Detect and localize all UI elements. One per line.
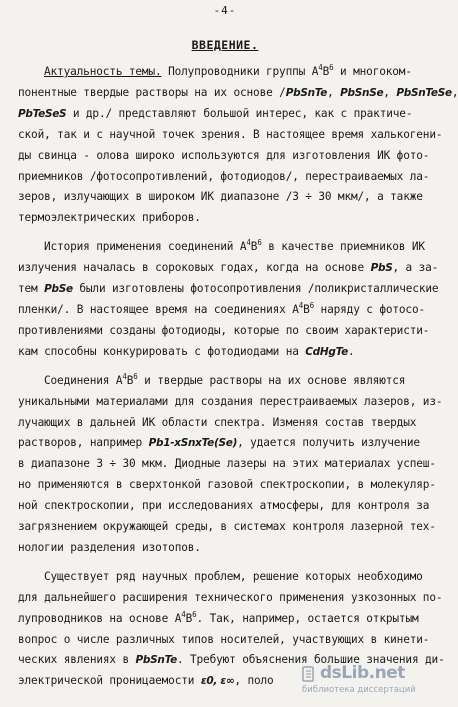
paragraph-2-line-5: противлениями созданы фотодиоды, которые по своим характеристи- xyxy=(18,323,430,337)
paragraph-gap xyxy=(18,363,436,371)
text-span: В xyxy=(126,373,134,387)
paragraph-2-line-1 xyxy=(18,237,436,258)
paragraph-1-line-3 xyxy=(18,104,436,125)
text-span: тем xyxy=(18,282,45,296)
paragraph-1-line-6: приемников /фотосопротивлений, фотодиодов/, перестраиваемых ла- xyxy=(18,169,430,183)
paragraph-2-line-4 xyxy=(18,300,436,321)
superscript: 4 xyxy=(246,238,251,248)
paragraph-4-line-1: Существует ряд научных проблем, решение которых необходимо xyxy=(44,569,423,583)
formula: PbSnSe xyxy=(340,86,384,99)
text-span: излучения началась в сороковых годах, когда на основе xyxy=(18,261,371,275)
text-span: В xyxy=(250,240,258,254)
text-span: в качестве приемников ИК xyxy=(261,240,425,254)
paragraph-1-line-5: ды свинца - олова широко используются для изготовления ИК фото- xyxy=(18,148,430,162)
paragraph-1-line-1 xyxy=(18,62,436,83)
superscript: 6 xyxy=(329,63,334,72)
paragraph-3-line-8: загрязнением окружающей среды, в системах контроля лазерной тех- xyxy=(18,520,436,534)
paragraph-1-line-7: зеров, излучающих в широком ИК диапазоне /3 ÷ 30 мкм/, а также xyxy=(18,190,423,204)
text-span: . xyxy=(347,344,355,358)
text-span: лупроводников на основе А xyxy=(18,611,182,625)
text-span: В xyxy=(185,611,193,625)
dslib-logo-icon xyxy=(302,665,316,683)
superscript: 4 xyxy=(122,371,127,381)
superscript: 6 xyxy=(257,238,262,248)
formula: PbS xyxy=(370,262,393,275)
text-span: , а за- xyxy=(392,261,439,275)
paragraph-gap xyxy=(18,559,436,567)
text-span: кам способны конкурировать с фотодиодами на xyxy=(18,344,306,358)
text-span: , удается получить излучение xyxy=(237,436,420,450)
text-span: понентные твердые растворы на их основе / xyxy=(18,85,286,99)
superscript: 6 xyxy=(309,300,315,310)
text-span: и др./ представляют большой интерес, как с практиче- xyxy=(66,106,413,120)
superscript: 6 xyxy=(133,371,138,381)
formula: PbTeSeS xyxy=(18,107,67,120)
document-body xyxy=(18,62,458,692)
paragraph-gap xyxy=(18,229,436,237)
separator: , xyxy=(383,85,397,99)
superscript: 4 xyxy=(318,63,323,72)
formula: PbSnTe xyxy=(285,86,328,99)
paragraph-2-line-6 xyxy=(18,342,436,363)
watermark[interactable] xyxy=(302,661,442,697)
paragraph-1-line-8: термоэлектрических приборов. xyxy=(18,211,201,225)
paragraph-4-line-4: вопрос о числе различных типов носителей, участвующих в кинети- xyxy=(18,632,430,646)
superscript: 4 xyxy=(181,609,186,619)
paragraph-1-line-2 xyxy=(18,83,458,104)
formula: ε0, ε∞ xyxy=(200,675,235,688)
formula: CdHgTe xyxy=(305,345,348,358)
superscript: 4 xyxy=(298,300,304,310)
text-span: пленки/. В настоящее время на соединениях А xyxy=(18,302,299,316)
watermark-caption: библиотека диссертаций xyxy=(302,685,416,695)
section-heading: ВВЕДЕНИЕ. xyxy=(191,38,259,52)
paragraph-2-line-2 xyxy=(18,258,439,279)
text-span: растворов, например xyxy=(18,436,149,450)
text-span: , поло xyxy=(234,674,274,688)
formula: PbSnTeSe xyxy=(396,86,452,99)
paragraph-3-line-5: в диапазоне 3 ÷ 30 мкм. Диодные лазеры на этих материалах успеш- xyxy=(18,457,436,471)
page-number: -4- xyxy=(213,4,237,17)
text-span: . Так, например, остается открытым xyxy=(196,611,419,625)
paragraph-3-line-4 xyxy=(18,433,436,454)
paragraph-4-line-2: для дальнейшего расширения технического применения узкозонных по- xyxy=(18,590,443,604)
text-span: были изготовлены фотосопротивления /поликристаллические xyxy=(72,282,439,296)
paragraph-3-line-9: нологии разделения изотопов. xyxy=(18,540,201,554)
text-span: наряду с фотосо- xyxy=(314,302,426,316)
paragraph-3-line-3: лучающих в дальней ИК области спектра. Изменяя состав твердых xyxy=(18,415,417,429)
text-span: . Требуют объяснения большие значения ди- xyxy=(176,653,445,667)
paragraph-3-line-6: но применяются в сверхтонкой газовой спектроскопии, в молекуляр- xyxy=(18,478,436,492)
paragraph-3-line-1 xyxy=(18,371,436,392)
text-span: Полупроводники группы А xyxy=(168,65,319,78)
text-span: В xyxy=(303,302,310,316)
text-span: ческих явлениях в xyxy=(18,653,136,667)
separator: , xyxy=(451,85,458,99)
paragraph-3-line-2: уникальными материалами для создания перестраиваемых лазеров, из- xyxy=(18,394,443,408)
text-span: и твердые растворы на их основе являются xyxy=(137,373,406,387)
text-span: электрической проницаемости xyxy=(18,674,201,688)
paragraph-3-line-7: ной спектроскопии, при исследованиях атмосферы, для контроля за xyxy=(18,499,430,513)
text-span: В xyxy=(322,65,330,78)
formula: PbSe xyxy=(44,283,73,296)
formula: PbSnTe xyxy=(135,654,177,667)
paragraph-1-line-4: ской, так и с научной точек зрения. В настоящее время халькогени- xyxy=(18,127,443,141)
watermark-logo-text: dsLib.net xyxy=(320,663,405,683)
text-span: и многоком- xyxy=(333,65,412,78)
superscript: 6 xyxy=(192,609,197,619)
formula: Pb1-xSnxTe(Se) xyxy=(148,437,238,450)
separator: , xyxy=(327,85,341,99)
topic-relevance-label: Актуальность темы. xyxy=(44,65,162,78)
text-span: Соединения А xyxy=(44,373,123,387)
paragraph-4-line-3 xyxy=(18,609,436,630)
paragraph-2-line-3 xyxy=(18,279,439,300)
text-span: История применения соединений А xyxy=(44,240,247,254)
